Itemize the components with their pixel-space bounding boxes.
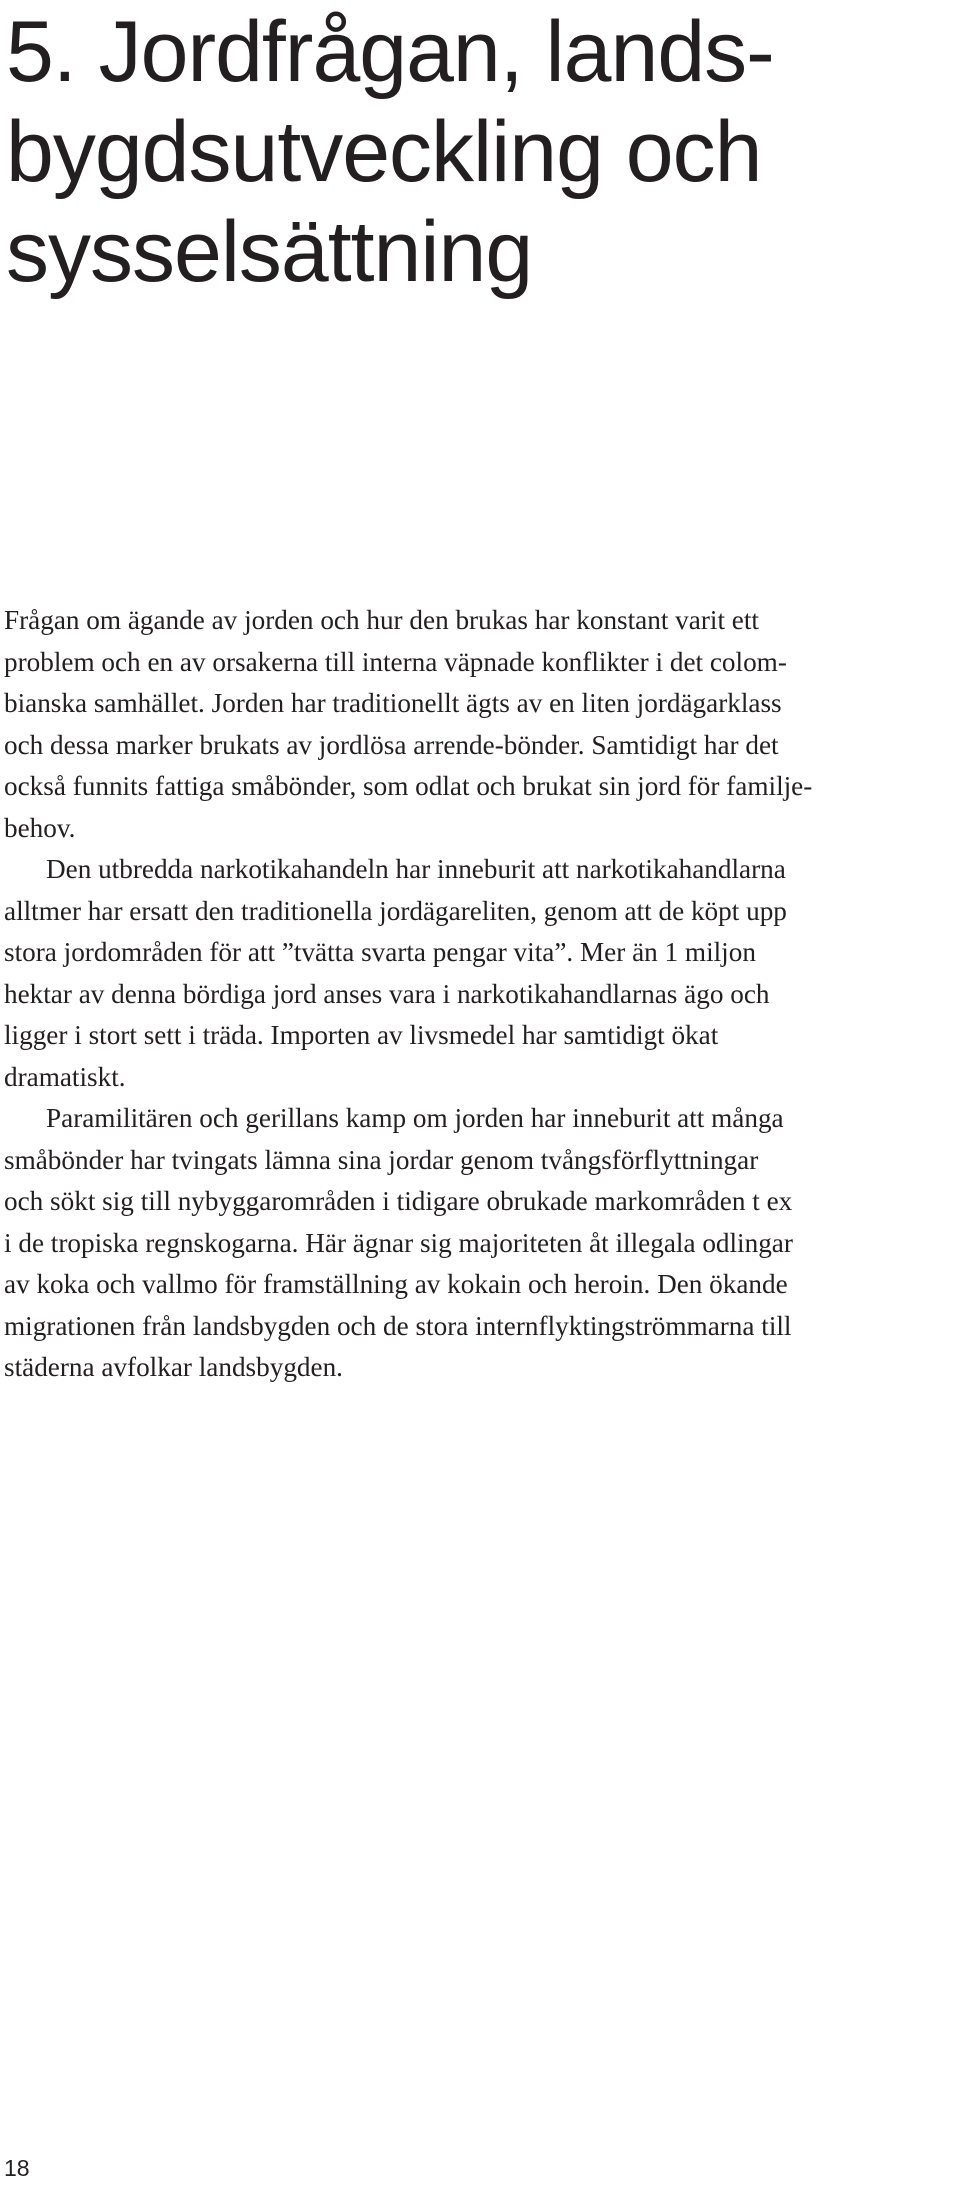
page-number: 18: [4, 2155, 30, 2181]
page-title: [6, 2, 946, 302]
text-line: stora jordområden för att ”tvätta svarta pengar vita”. Mer än 1 miljon: [4, 937, 756, 967]
text-line: Frågan om ägande av jorden och hur den brukas har konstant varit ett: [4, 605, 759, 635]
text-line: alltmer har ersatt den traditionella jordägareliten, genom att de köpt upp: [4, 895, 787, 926]
text-line: problem och en av orsakerna till interna väpnade konflikter i det colom-: [4, 646, 787, 677]
title-line: 5. Jordfrågan, lands-: [6, 4, 774, 100]
text-line: ligger i stort sett i träda. Importen av livsmedel har samtidigt ökat: [4, 1020, 719, 1050]
text-line: migrationen från landsbygden och de stora internflyktingströmmarna till: [4, 1310, 792, 1341]
paragraph-drug-trade: [4, 849, 956, 1098]
title-line: bygdsutveckling och: [6, 104, 762, 200]
text-line: också funnits fattiga småbönder, som odlat och brukat sin jord för familje-: [4, 771, 813, 801]
text-line: städerna avfolkar landsbygden.: [4, 1352, 343, 1382]
text-line: behov.: [4, 812, 76, 843]
text-line: småbönder har tvingats lämna sina jordar genom tvångsförflyttningar: [4, 1144, 759, 1175]
text-line: i de tropiska regnskogarna. Här ägnar sig majoriteten åt illegala odlingar: [4, 1227, 793, 1258]
text-line: av koka och vallmo för framställning av kokain och heroin. Den ökande: [4, 1269, 788, 1299]
title-line: sysselsättning: [6, 204, 533, 300]
text-line: Paramilitären och gerillans kamp om jorden har inneburit att många: [46, 1103, 784, 1133]
text-line: och dessa marker brukats av jordlösa arrende-bönder. Samtidigt har det: [4, 729, 779, 760]
paragraph-land-ownership: [4, 600, 956, 849]
text-line: dramatiskt.: [4, 1061, 126, 1092]
text-line: hektar av denna bördiga jord anses vara i narkotikahandlarnas ägo och: [4, 978, 770, 1009]
text-line: bianska samhället. Jorden har traditionellt ägts av en liten jordägarklass: [4, 688, 782, 718]
paragraph-displacement: [4, 1098, 956, 1389]
text-line: och sökt sig till nybyggarområden i tidigare obrukade markområden t ex: [4, 1186, 793, 1216]
text-line: Den utbredda narkotikahandeln har inneburit att narkotikahandlarna: [46, 854, 786, 884]
body-text: [4, 600, 956, 1389]
